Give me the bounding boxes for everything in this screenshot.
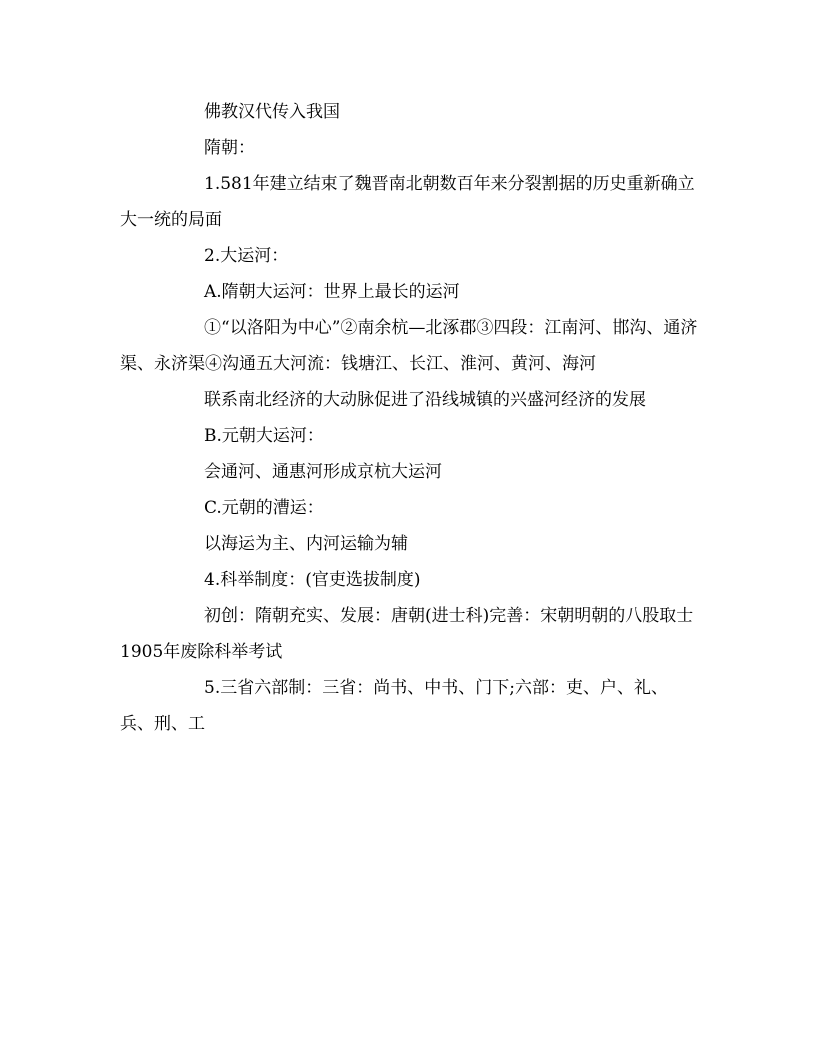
- paragraph-sui-canal: A.隋朝大运河：世界上最长的运河: [204, 282, 460, 302]
- paragraph-buddhism: 佛教汉代传入我国: [204, 102, 340, 122]
- paragraph-imperial-exam: 初创：隋朝充实、发展：唐朝(进士科)完善：宋朝明朝的八股取士1905年废除科举考试: [120, 606, 694, 662]
- paragraph-yuan-transport: 以海运为主、内河运输为辅: [204, 534, 408, 554]
- paragraph-grand-canal-heading: 2.大运河：: [204, 246, 289, 266]
- paragraph-unification: 1.581年建立结束了魏晋南北朝数百年来分裂割据的历史重新确立大一统的局面: [120, 174, 695, 230]
- paragraph-imperial-exam-heading: 4.科举制度：(官吏选拔制度): [204, 570, 421, 590]
- paragraph-canal-details: ①“以洛阳为中心”②南余杭—北涿郡③四段：江南河、邯沟、通济渠、永济渠④沟通五大河流：钱塘江、长江、淮河、黄河、海河: [120, 318, 698, 374]
- paragraph-three-departments: 5.三省六部制：三省：尚书、中书、门下;六部：吏、户、礼、兵、刑、工: [120, 678, 668, 734]
- paragraph-yuan-canal: 会通河、通惠河形成京杭大运河: [204, 462, 442, 482]
- paragraph-yuan-transport-heading: C.元朝的漕运：: [204, 498, 324, 518]
- paragraph-canal-significance: 联系南北经济的大动脉促进了沿线城镇的兴盛河经济的发展: [204, 390, 646, 410]
- paragraph-yuan-canal-heading: B.元朝大运河：: [204, 426, 324, 446]
- document-body: [120, 94, 700, 742]
- paragraph-sui-heading: 隋朝：: [204, 138, 255, 158]
